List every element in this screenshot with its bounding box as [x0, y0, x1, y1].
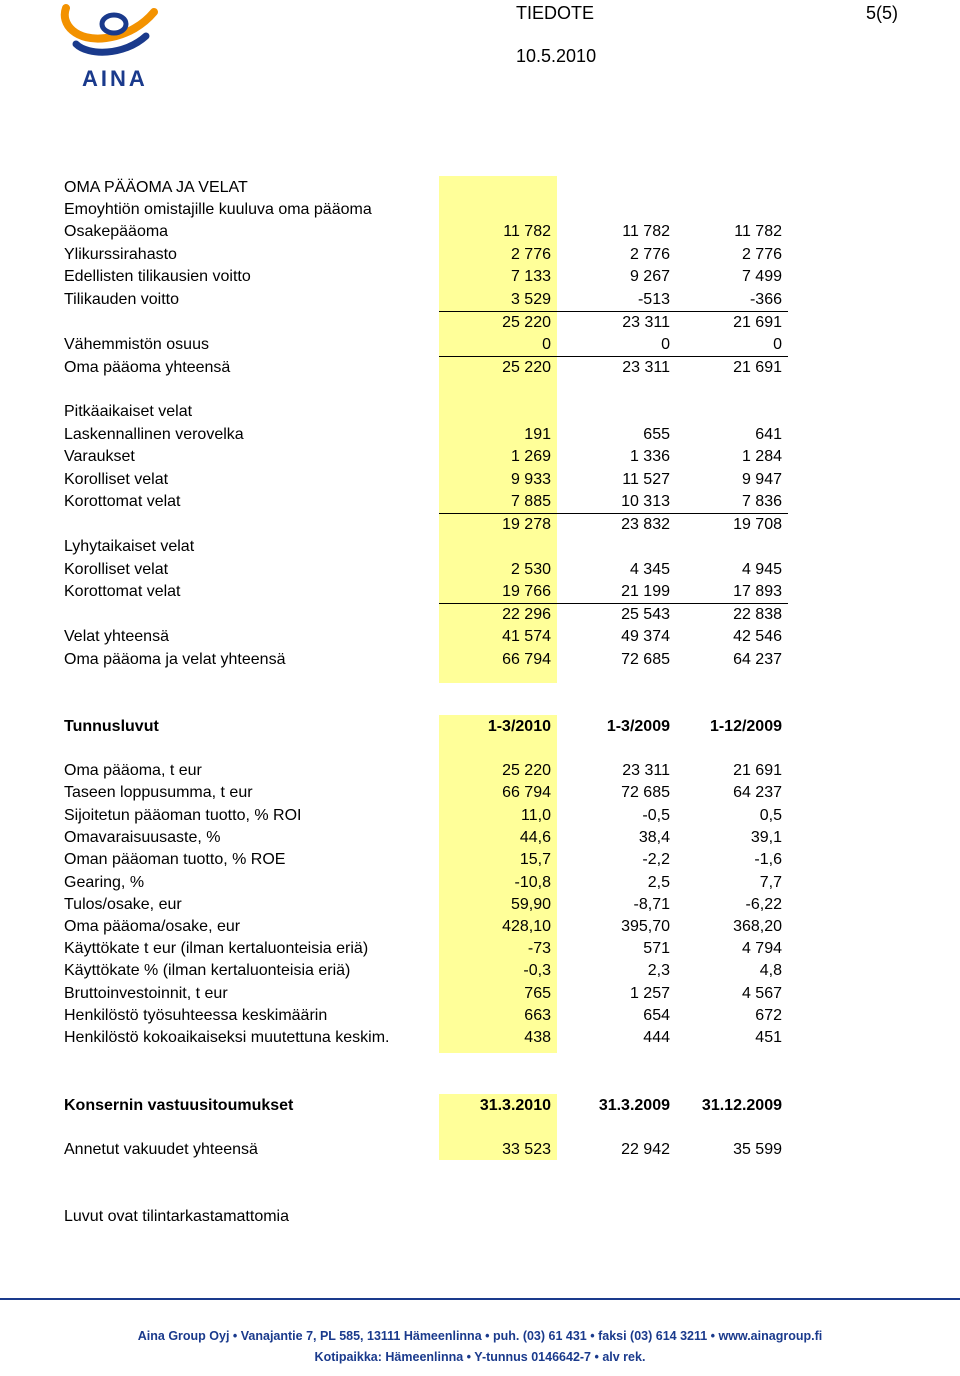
- row-value-3: -6,22: [745, 896, 782, 913]
- row-value-1: 191: [524, 426, 551, 443]
- footer-registration: Kotipaikka: Hämeenlinna • Y-tunnus 0146642-7 • alv rek.: [314, 1350, 646, 1364]
- commitments-col-1: 31.3.2010: [479, 1097, 551, 1114]
- row-label: Henkilöstö työsuhteessa keskimäärin: [64, 1007, 328, 1024]
- document-type: TIEDOTE: [516, 3, 595, 23]
- row-value-2: 654: [643, 1007, 670, 1024]
- row-value-2: 38,4: [638, 829, 670, 846]
- row-value-1: 428,10: [502, 918, 551, 935]
- row-value-3: 4 945: [741, 561, 782, 578]
- table-row: [0, 244, 960, 266]
- ratios-header-row: [0, 716, 960, 738]
- row-value-3: 35 599: [733, 1141, 782, 1158]
- row-value-3: 64 237: [733, 784, 782, 801]
- row-value-2: 72 685: [621, 651, 670, 668]
- row-value-3: 1 284: [741, 448, 782, 465]
- page-number: 5(5): [866, 3, 899, 23]
- row-label: Laskennallinen verovelka: [64, 426, 244, 443]
- row-value-1: 22 296: [502, 606, 551, 623]
- row-value-3: 0,5: [759, 807, 782, 824]
- row-value-3: 7,7: [759, 874, 782, 891]
- table-row: [0, 581, 960, 603]
- logo-text: AINA: [82, 66, 148, 91]
- row-value-3: 451: [755, 1029, 782, 1046]
- row-value-1: 9 933: [510, 471, 551, 488]
- row-value-1: 663: [524, 1007, 551, 1024]
- row-value-3: 0: [773, 336, 782, 353]
- row-value-1: 25 220: [502, 762, 551, 779]
- table-row: [0, 872, 960, 894]
- row-label: Oma pääoma, t eur: [64, 762, 202, 779]
- row-value-1: 41 574: [502, 628, 551, 645]
- table-row: [0, 357, 960, 379]
- row-value-2: 9 267: [629, 268, 670, 285]
- table-row: [0, 266, 960, 288]
- table-row: [0, 626, 960, 648]
- row-value-2: 571: [643, 940, 670, 957]
- row-value-1: 66 794: [502, 651, 551, 668]
- row-value-3: 19 708: [733, 516, 782, 533]
- table-row: [0, 446, 960, 468]
- commitments-title: Konsernin vastuusitoumukset: [64, 1097, 294, 1114]
- table-row: [0, 827, 960, 849]
- table-row: [0, 760, 960, 782]
- logo-graphic: [58, 2, 158, 92]
- row-label: Ylikurssirahasto: [64, 246, 177, 263]
- row-value-2: 23 311: [622, 762, 670, 779]
- table-row: [0, 469, 960, 491]
- row-label: Annetut vakuudet yhteensä: [64, 1141, 258, 1158]
- row-value-1: 3 529: [510, 291, 551, 308]
- row-label: Taseen loppusumma, t eur: [64, 784, 253, 801]
- table-row: [0, 334, 960, 356]
- table-row: [0, 221, 960, 243]
- row-value-3: 672: [755, 1007, 782, 1024]
- row-value-2: 72 685: [621, 784, 670, 801]
- table-row: [0, 514, 960, 536]
- row-label: Oma pääoma ja velat yhteensä: [64, 651, 286, 668]
- table-row: [0, 1139, 960, 1161]
- commitments-col-3: 31.12.2009: [701, 1097, 782, 1114]
- table-row: [0, 782, 960, 804]
- row-label: Käyttökate % (ilman kertaluonteisia eriä): [64, 962, 351, 979]
- row-value-2: 23 311: [622, 314, 670, 331]
- row-value-1: 11 782: [503, 223, 551, 240]
- row-value-3: 39,1: [750, 829, 782, 846]
- row-value-2: 444: [643, 1029, 670, 1046]
- row-value-2: 11 527: [622, 471, 670, 488]
- table-row: [0, 983, 960, 1005]
- row-value-1: 2 530: [510, 561, 551, 578]
- row-label: Tulos/osake, eur: [64, 896, 182, 913]
- row-label: Korottomat velat: [64, 583, 181, 600]
- section-title: [0, 177, 960, 199]
- table-row: [0, 289, 960, 311]
- row-value-1: 1 269: [510, 448, 551, 465]
- commitments-header-row: [0, 1095, 960, 1117]
- row-value-3: 64 237: [733, 651, 782, 668]
- row-value-3: 368,20: [733, 918, 782, 935]
- row-value-1: 19 278: [502, 516, 551, 533]
- row-label: Korottomat velat: [64, 493, 181, 510]
- row-value-2: 49 374: [621, 628, 670, 645]
- ratios-col-1: 1-3/2010: [487, 718, 551, 735]
- row-label: Varaukset: [64, 448, 135, 465]
- table-row: [0, 894, 960, 916]
- section-subtitle: [0, 199, 960, 221]
- row-value-2: -513: [637, 291, 670, 308]
- row-value-2: 655: [643, 426, 670, 443]
- row-value-2: 10 313: [621, 493, 670, 510]
- row-value-3: 21 691: [733, 314, 782, 331]
- row-label: Velat yhteensä: [64, 628, 169, 645]
- footer-address: Aina Group Oyj • Vanajantie 7, PL 585, 13111 Hämeenlinna • puh. (03) 61 431 • faksi (03) 614 3211 • www.ainagroup.fi: [137, 1329, 823, 1343]
- row-value-2: 2,3: [647, 962, 670, 979]
- row-value-2: 11 782: [622, 223, 670, 240]
- table-row: [0, 916, 960, 938]
- row-label: Henkilöstö kokoaikaiseksi muutettuna keskim.: [64, 1029, 390, 1046]
- row-value-3: 4 567: [741, 985, 782, 1002]
- table-row: [0, 805, 960, 827]
- company-logo: [58, 2, 158, 92]
- row-value-3: 21 691: [733, 762, 782, 779]
- row-value-1: 15,7: [519, 851, 551, 868]
- document-date: 10.5.2010: [516, 46, 597, 66]
- row-value-3: 42 546: [733, 628, 782, 645]
- row-label: Vähemmistön osuus: [64, 336, 209, 353]
- row-value-2: 21 199: [621, 583, 670, 600]
- row-label: Käyttökate t eur (ilman kertaluonteisia eriä): [64, 940, 369, 957]
- row-value-3: -1,6: [754, 851, 782, 868]
- row-value-1: 11,0: [521, 807, 551, 824]
- row-value-3: 11 782: [734, 223, 782, 240]
- ratios-col-3: 1-12/2009: [709, 718, 782, 735]
- balance-subtitle: Emoyhtiön omistajille kuuluva oma pääoma: [64, 201, 372, 218]
- row-value-2: 2,5: [647, 874, 670, 891]
- row-value-1: 7 133: [510, 268, 551, 285]
- row-label: Omavaraisuusaste, %: [64, 829, 221, 846]
- table-row: [0, 559, 960, 581]
- row-value-2: -2,2: [642, 851, 670, 868]
- row-value-2: 0: [661, 336, 670, 353]
- row-value-3: 21 691: [733, 359, 782, 376]
- row-label: Korolliset velat: [64, 471, 169, 488]
- table-row: [0, 1005, 960, 1027]
- row-value-1: -10,8: [514, 874, 551, 891]
- row-value-3: 641: [755, 426, 782, 443]
- row-value-1: 33 523: [502, 1141, 551, 1158]
- row-value-2: -0,5: [642, 807, 670, 824]
- row-label: Sijoitetun pääoman tuotto, % ROI: [64, 807, 302, 824]
- row-value-2: 22 942: [621, 1141, 670, 1158]
- row-value-1: -73: [527, 940, 551, 957]
- row-value-1: 19 766: [502, 583, 551, 600]
- table-row: [0, 938, 960, 960]
- row-value-3: 22 838: [733, 606, 782, 623]
- row-value-2: -8,71: [633, 896, 670, 913]
- row-value-3: 4,8: [759, 962, 782, 979]
- row-value-2: 1 336: [629, 448, 670, 465]
- ratios-col-2: 1-3/2009: [606, 718, 670, 735]
- row-value-1: 59,90: [510, 896, 551, 913]
- row-value-2: 395,70: [621, 918, 670, 935]
- row-value-2: 4 345: [629, 561, 670, 578]
- row-value-1: 2 776: [510, 246, 551, 263]
- row-label: Bruttoinvestoinnit, t eur: [64, 985, 228, 1002]
- table-row: [0, 312, 960, 334]
- row-label: Lyhytaikaiset velat: [64, 538, 195, 555]
- table-row: [0, 424, 960, 446]
- row-value-1: 438: [524, 1029, 551, 1046]
- row-value-1: 66 794: [502, 784, 551, 801]
- row-label: Oman pääoman tuotto, % ROE: [64, 851, 286, 868]
- balance-section-title: OMA PÄÄOMA JA VELAT: [64, 179, 248, 196]
- row-value-2: 23 832: [621, 516, 670, 533]
- row-label: Korolliset velat: [64, 561, 169, 578]
- table-row: [0, 536, 960, 558]
- row-label: Gearing, %: [64, 874, 145, 891]
- table-row: [0, 604, 960, 626]
- row-value-1: 25 220: [502, 359, 551, 376]
- row-value-1: -0,3: [523, 962, 551, 979]
- row-value-3: 17 893: [733, 583, 782, 600]
- row-value-3: -366: [749, 291, 782, 308]
- row-value-3: 2 776: [741, 246, 782, 263]
- row-value-2: 23 311: [622, 359, 670, 376]
- row-value-2: 2 776: [629, 246, 670, 263]
- table-row: [0, 401, 960, 423]
- row-label: Tilikauden voitto: [64, 291, 180, 308]
- row-value-2: 25 543: [621, 606, 670, 623]
- row-value-3: 7 836: [741, 493, 782, 510]
- row-label: Pitkäaikaiset velat: [64, 403, 193, 420]
- row-value-1: 765: [524, 985, 551, 1002]
- row-label: Osakepääoma: [64, 223, 169, 240]
- row-value-1: 0: [542, 336, 551, 353]
- footer-divider: [0, 1298, 960, 1300]
- table-row: [0, 491, 960, 513]
- commitments-col-2: 31.3.2009: [598, 1097, 670, 1114]
- row-label: Oma pääoma yhteensä: [64, 359, 231, 376]
- table-row: [0, 960, 960, 982]
- row-label: Edellisten tilikausien voitto: [64, 268, 251, 285]
- row-value-1: 44,6: [519, 829, 551, 846]
- table-row: [0, 649, 960, 671]
- row-label: Oma pääoma/osake, eur: [64, 918, 241, 935]
- table-row: [0, 849, 960, 871]
- note-row: [0, 1206, 960, 1228]
- ratios-title: Tunnusluvut: [64, 718, 159, 735]
- row-value-3: 9 947: [741, 471, 782, 488]
- row-value-3: 7 499: [741, 268, 782, 285]
- row-value-3: 4 794: [741, 940, 782, 957]
- row-value-2: 1 257: [629, 985, 670, 1002]
- table-row: [0, 1027, 960, 1049]
- row-value-1: 7 885: [510, 493, 551, 510]
- unaudited-note: Luvut ovat tilintarkastamattomia: [64, 1208, 289, 1225]
- row-value-1: 25 220: [502, 314, 551, 331]
